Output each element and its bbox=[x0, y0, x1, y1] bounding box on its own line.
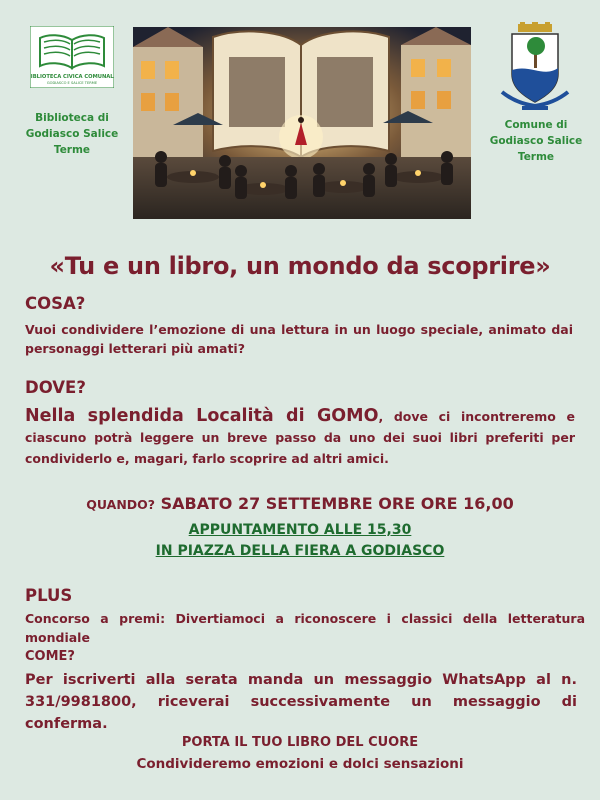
appointment-time: APPUNTAMENTO ALLE 15,30 bbox=[188, 522, 412, 538]
library-caption-line1: Biblioteca di bbox=[35, 112, 109, 124]
plus-heading: PLUS bbox=[25, 586, 73, 605]
dove-heading: DOVE? bbox=[25, 378, 86, 397]
hero-illustration bbox=[133, 27, 471, 219]
library-caption bbox=[8, 110, 136, 158]
cosa-heading: COSA? bbox=[25, 294, 86, 313]
cosa-line1: Vuoi condividere l’emozione di una lettura in un luogo speciale, animato dai bbox=[25, 322, 573, 337]
appointment-place: IN PIAZZA DELLA FIERA A GODIASCO bbox=[155, 543, 445, 559]
library-caption-line2: Godiasco Salice Terme bbox=[25, 128, 119, 156]
condivideremo: Condivideremo emozioni e dolci sensazioni bbox=[136, 756, 464, 772]
come-line2: 331/9981800, riceverai successivamente un messaggio di conferma. bbox=[25, 694, 577, 732]
cosa-text bbox=[25, 320, 573, 358]
quando-line bbox=[0, 494, 600, 513]
library-logo-text: BIBLIOTECA CIVICA COMUNALE bbox=[30, 74, 114, 80]
quando-label: QUANDO? bbox=[86, 497, 156, 512]
come-line1: Per iscriverti alla serata manda un messaggio WhatsApp al n. bbox=[25, 672, 577, 688]
quando-value: SABATO 27 SETTEMBRE ORE ORE 16,00 bbox=[160, 494, 514, 513]
porta-libro: PORTA IL TUO LIBRO DEL CUORE bbox=[181, 735, 419, 750]
cosa-line2: personaggi letterari più amati? bbox=[25, 341, 245, 356]
library-logo-subtext: GODIASCO E SALICE TERME bbox=[46, 81, 98, 85]
dove-highlight: Nella splendida Località di GOMO bbox=[25, 406, 379, 426]
come-heading: COME? bbox=[25, 649, 75, 664]
dove-body: , dove ci incontreremo e ciascuno potrà leggere un breve passo da uno dei suoi libri preferiti per condividerlo e, magari, farlo scoprire ad altri amici. bbox=[25, 409, 575, 466]
page-title: «Tu e un libro, un mondo da scoprire» bbox=[49, 252, 551, 280]
library-logo bbox=[30, 26, 114, 88]
municipality-caption-line1: Comune di bbox=[504, 119, 568, 131]
municipality-caption bbox=[478, 117, 594, 165]
plus-text: Concorso a premi: Divertiamoci a riconoscere i classici della letteratura mondiale bbox=[25, 611, 585, 645]
come-text bbox=[25, 669, 577, 735]
municipality-caption-line2: Godiasco Salice Terme bbox=[489, 135, 583, 163]
dove-text bbox=[25, 406, 575, 469]
municipality-coat-of-arms bbox=[500, 22, 570, 112]
